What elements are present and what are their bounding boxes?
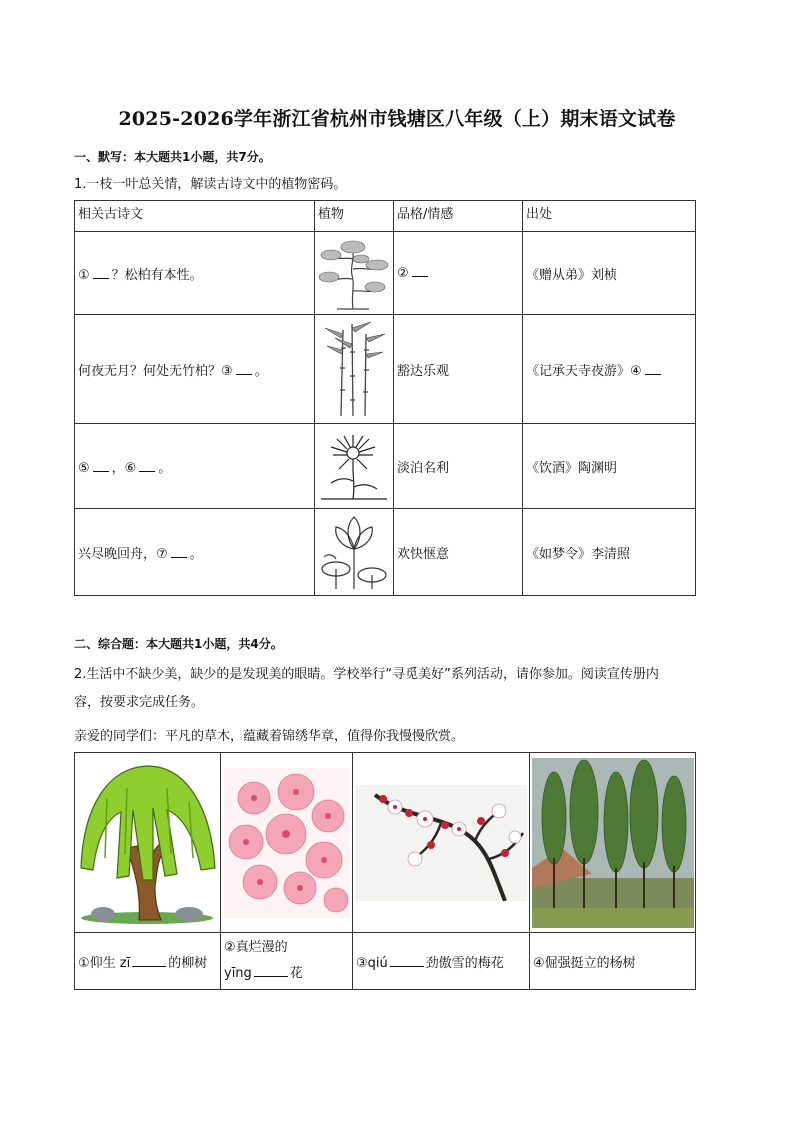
caption-poplar: ④倔强挺立的杨树 — [530, 933, 696, 990]
table-row — [75, 424, 696, 509]
header-quality: 品格/情感 — [394, 201, 523, 232]
quality-cell: ② — [394, 232, 523, 315]
section-2-heading: 二、综合题：本大题共1小题，共4分。 — [74, 637, 283, 651]
caption-plum: ③qiú 劲傲雪的梅花 — [353, 933, 530, 990]
question-1-prompt: 1.一枝一叶总关情，解读古诗文中的植物密码。 — [74, 177, 347, 192]
header-poem: 相关古诗文 — [75, 201, 315, 232]
willow-image — [75, 753, 221, 933]
pine-icon — [315, 232, 394, 315]
answer-blank-5[interactable] — [93, 460, 109, 472]
answer-blank-4[interactable] — [645, 363, 661, 375]
table-row — [75, 232, 696, 315]
page-title: 2025-2026学年浙江省杭州市钱塘区八年级（上）期末语文试卷 — [118, 108, 676, 130]
bamboo-icon — [315, 315, 394, 424]
poem-cell: 兴尽晚回舟，⑦ 。 — [75, 509, 315, 596]
answer-blank-7[interactable] — [171, 546, 187, 558]
quality-cell: 欢快惬意 — [394, 509, 523, 596]
plant-table — [74, 200, 696, 596]
table-header-row — [75, 201, 696, 232]
caption-cherry: ②真烂漫的 yīng 花 — [221, 933, 353, 990]
caption-willow: ①仰生 zī 的柳树 — [75, 933, 221, 990]
source-cell: 《如梦令》李清照 — [523, 509, 696, 596]
header-plant: 植物 — [315, 201, 394, 232]
question-2-intro: 亲爱的同学们：平凡的草木，蕴藏着锦绣华章，值得你我慢慢欣赏。 — [74, 729, 465, 744]
answer-blank-3[interactable] — [236, 363, 252, 375]
answer-blank-qiu[interactable] — [390, 955, 424, 967]
poem-cell: 何夜无月？何处无竹柏？③ 。 — [75, 315, 315, 424]
poplar-painting-image — [530, 753, 696, 933]
answer-blank-1[interactable] — [93, 267, 109, 279]
plants-image-table — [74, 752, 696, 990]
image-row — [75, 753, 696, 933]
quality-cell: 豁达乐观 — [394, 315, 523, 424]
answer-blank-2[interactable] — [412, 265, 428, 277]
header-source: 出处 — [523, 201, 696, 232]
prompt-line-2: 容，按要求完成任务。 — [74, 695, 205, 710]
source-cell: 《赠从弟》刘桢 — [523, 232, 696, 315]
caption-row — [75, 933, 696, 990]
question-2-prompt — [74, 665, 724, 713]
table-row — [75, 509, 696, 596]
poem-cell: ⑤ ，⑥ 。 — [75, 424, 315, 509]
prompt-line-1: 2.生活中不缺少美，缺少的是发现美的眼睛。学校举行“寻觅美好”系列活动，请你参加。阅读宣传册内 — [74, 667, 659, 682]
table-row — [75, 315, 696, 424]
quality-cell: 淡泊名利 — [394, 424, 523, 509]
poem-cell: ① ？松柏有本性。 — [75, 232, 315, 315]
answer-blank-ying[interactable] — [254, 965, 288, 977]
answer-blank-zi[interactable] — [132, 955, 166, 967]
chrysanthemum-icon — [315, 424, 394, 509]
plum-blossom-image — [353, 753, 530, 933]
answer-blank-6[interactable] — [139, 460, 155, 472]
source-cell: 《饮酒》陶渊明 — [523, 424, 696, 509]
section-1-heading: 一、默写：本大题共1小题，共7分。 — [74, 150, 271, 164]
cherry-blossom-image — [221, 753, 353, 933]
lotus-icon — [315, 509, 394, 596]
source-cell: 《记承天寺夜游》④ — [523, 315, 696, 424]
